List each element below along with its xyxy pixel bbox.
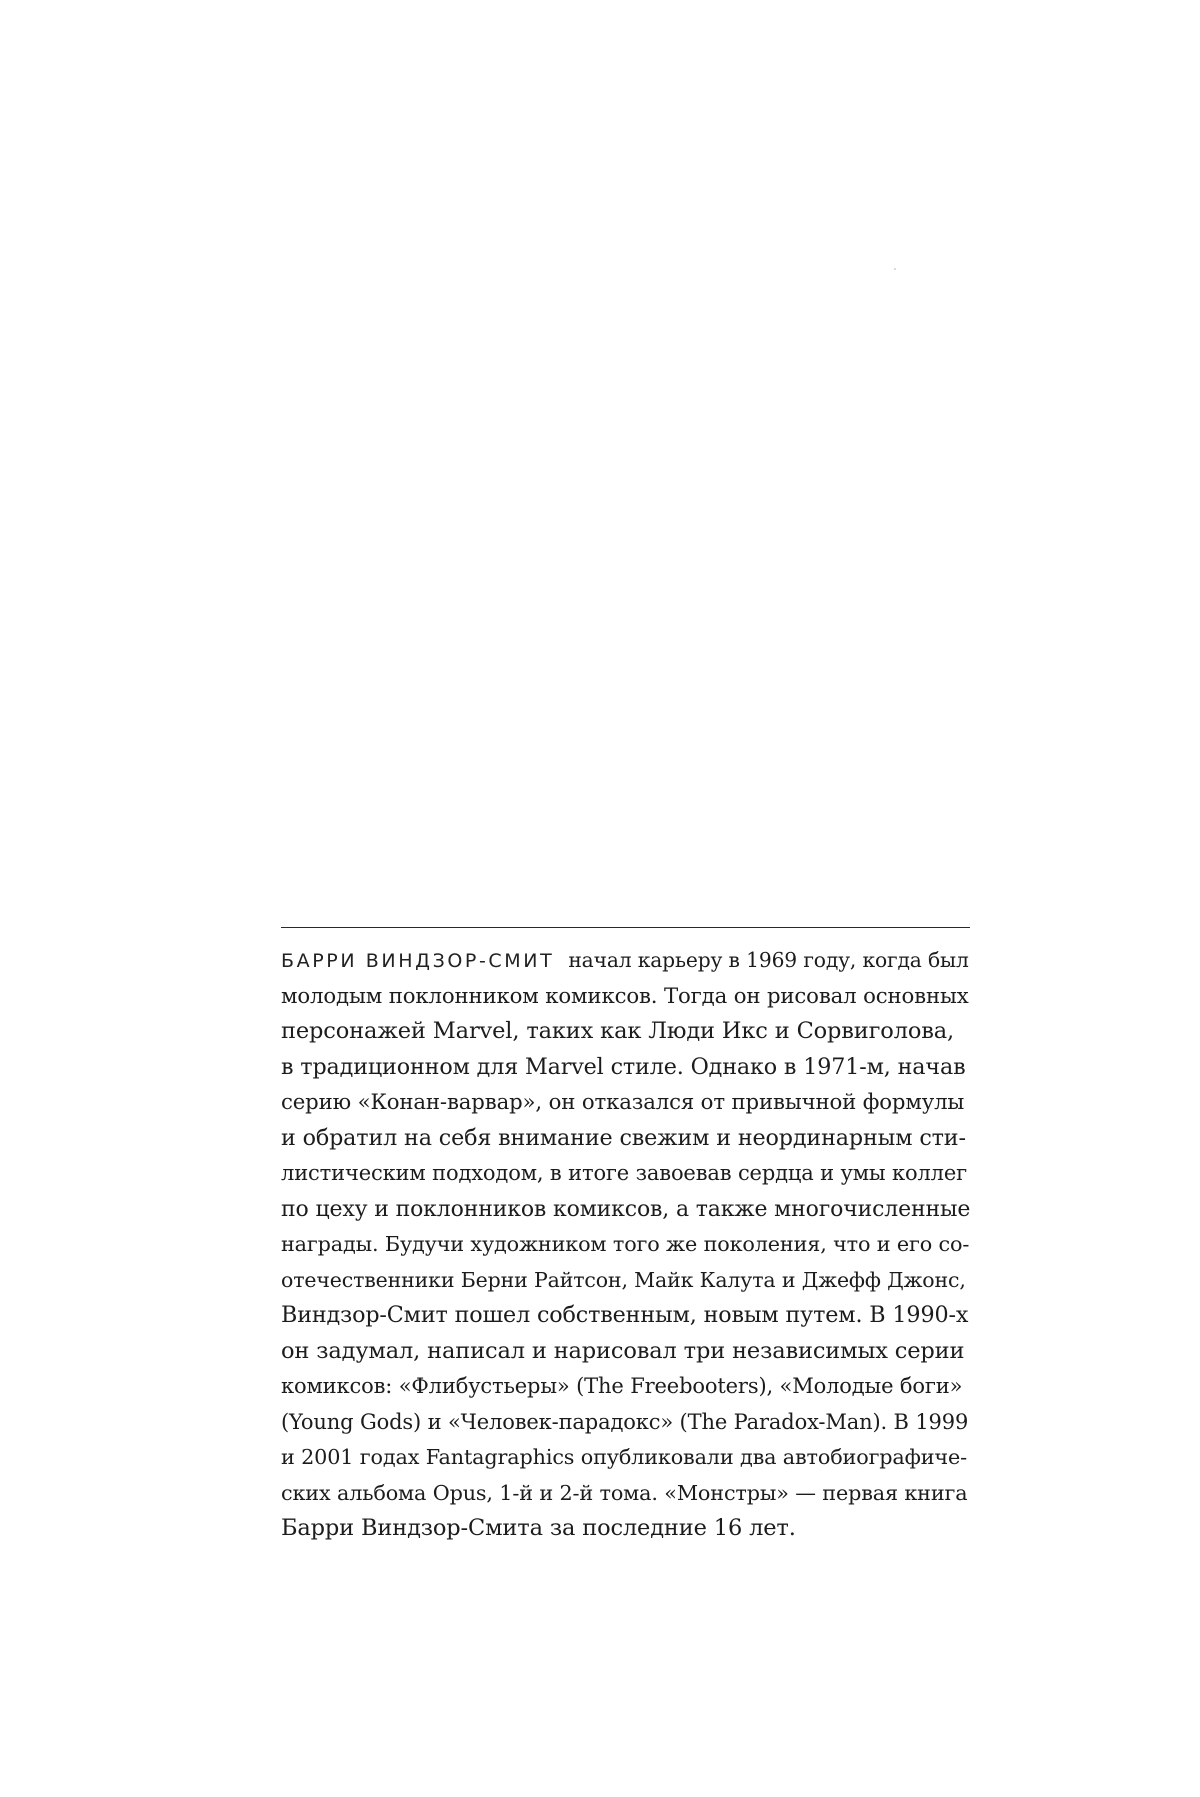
bio-line: (Young Gods) и «Человек-парадокс» (The Paradox-Man). В 1999 bbox=[281, 1409, 969, 1434]
bio-line-text: начал карьеру в 1969 году, когда был bbox=[568, 948, 969, 972]
author-name: БАРРИ ВИНДЗОР-СМИТ bbox=[281, 950, 555, 972]
bio-line: он задумал, написал и нарисовал три независимых серии bbox=[281, 1337, 965, 1364]
bio-line: отечественники Берни Райтсон, Майк Калута и Джефф Джонс, bbox=[281, 1267, 966, 1292]
bio-line: награды. Будучи художником того же поколения, что и его со- bbox=[281, 1232, 970, 1256]
bio-line: молодым поклонником комиксов. Тогда он рисовал основных bbox=[281, 983, 969, 1009]
bio-line: ских альбома Opus, 1-й и 2-й тома. «Монстры» — первая книга bbox=[281, 1480, 968, 1505]
scan-speck bbox=[894, 268, 896, 270]
separator-rule bbox=[281, 927, 970, 928]
bio-line: в традиционном для Marvel стиле. Однако в 1971-м, начав bbox=[281, 1053, 966, 1080]
bio-line: и обратил на себя внимание свежим и неординарным сти- bbox=[281, 1124, 966, 1151]
bio-line: листическим подходом, в итоге завоевав сердца и умы коллег bbox=[281, 1161, 967, 1185]
bio-line: по цеху и поклонников комиксов, а также многочисленные bbox=[281, 1196, 971, 1222]
bio-paragraph bbox=[281, 943, 970, 1547]
bio-line: и 2001 годах Fantagraphics опубликовали два автобиографиче- bbox=[281, 1445, 967, 1469]
author-bio bbox=[281, 927, 970, 1547]
bio-line: Виндзор-Смит пошел собственным, новым путем. В 1990-х bbox=[281, 1302, 969, 1328]
bio-line bbox=[281, 943, 970, 979]
bio-line: комиксов: «Флибустьеры» (The Freebooters), «Молодые боги» bbox=[281, 1374, 963, 1398]
bio-line: Барри Виндзор-Смита за последние 16 лет. bbox=[281, 1515, 796, 1541]
bio-line: персонажей Marvel, таких как Люди Икс и Сорвиголова, bbox=[281, 1018, 955, 1044]
bio-line: серию «Конан-варвар», он отказался от привычной формулы bbox=[281, 1090, 965, 1115]
